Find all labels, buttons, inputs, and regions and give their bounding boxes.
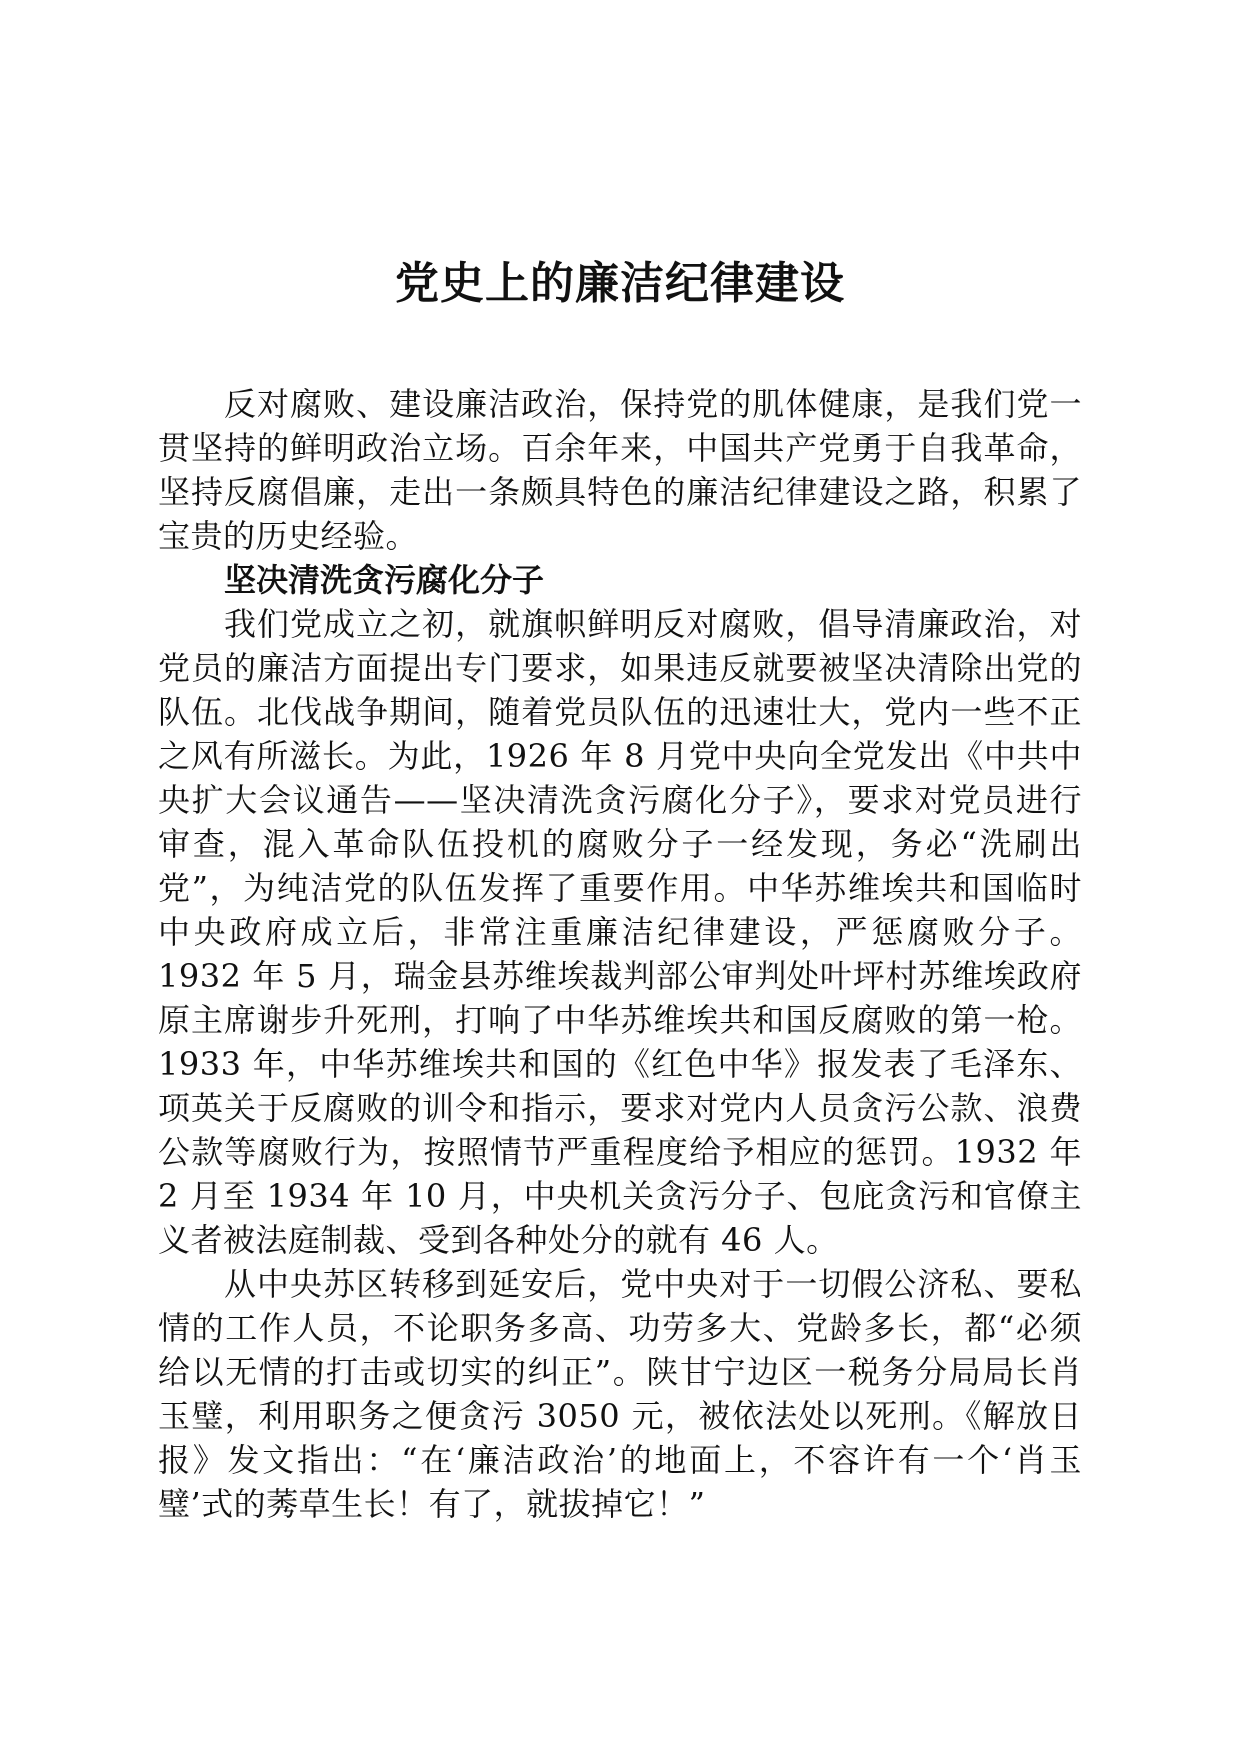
document-page bbox=[158, 0, 1082, 1754]
intro-paragraph: 反对腐败、建设廉洁政治，保持党的肌体健康，是我们党一贯坚持的鲜明政治立场。百余年来，中国共产党勇于自我革命，坚持反腐倡廉，走出一条颇具特色的廉洁纪律建设之路，积累了宝贵的历史经验。 bbox=[158, 385, 1082, 555]
document-body bbox=[158, 382, 1082, 1526]
document-title: 党史上的廉洁纪律建设 bbox=[395, 258, 845, 309]
section-heading: 坚决清洗贪污腐化分子 bbox=[224, 561, 545, 599]
body-paragraph: 从中央苏区转移到延安后，党中央对于一切假公济私、要私情的工作人员，不论职务多高、功劳多大、党龄多长，都“必须给以无情的打击或切实的纠正”。陕甘宁边区一税务分局局长肖玉璧，利用职务之便贪污 3050 元，被依法处以死刑。《解放日报》发文指出：“在‘廉洁政治’的地面上，不容许有一个‘肖玉璧’式的莠草生长！有了，就拔掉它！” bbox=[158, 1265, 1082, 1523]
body-paragraph: 我们党成立之初，就旗帜鲜明反对腐败，倡导清廉政治，对党员的廉洁方面提出专门要求，如果违反就要被坚决清除出党的队伍。北伐战争期间，随着党员队伍的迅速壮大，党内一些不正之风有所滋长。为此，1926 年 8 月党中央向全党发出《中共中央扩大会议通告——坚决清洗贪污腐化分子》，要求对党员进行审查，混入革命队伍投机的腐败分子一经发现，务必“洗刷出党”，为纯洁党的队伍发挥了重要作用。中华苏维埃共和国临时中央政府成立后，非常注重廉洁纪律建设，严惩腐败分子。1932 年 5 月，瑞金县苏维埃裁判部公审判处叶坪村苏维埃政府原主席谢步升死刑，打响了中华苏维埃共和国反腐败的第一枪。1933 年，中华苏维埃共和国的《红色中华》报发表了毛泽东、项英关于反腐败的训令和指示，要求对党内人员贪污公款、浪费公款等腐败行为，按照情节严重程度给予相应的惩罚。1932 年 2 月至 1934 年 10 月，中央机关贪污分子、包庇贪污和官僚主义者被法庭制裁、受到各种处分的就有 46 人。 bbox=[158, 605, 1082, 1259]
